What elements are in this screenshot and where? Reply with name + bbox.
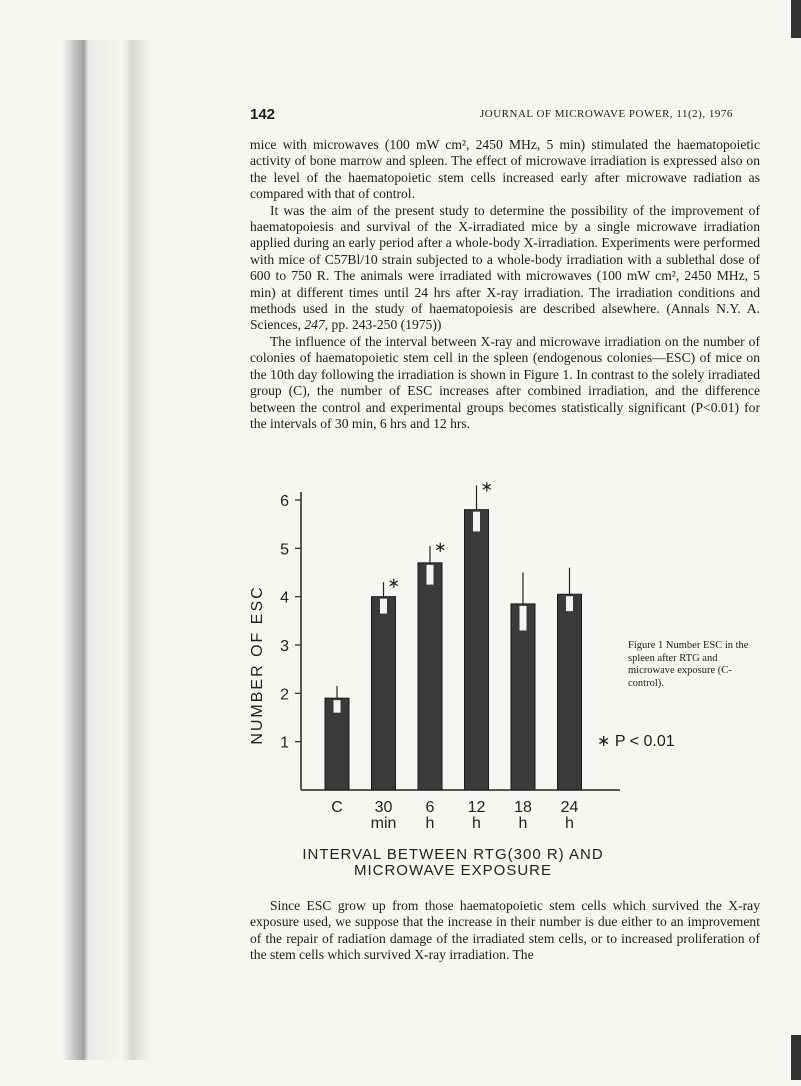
x-tick-label-2: 6 xyxy=(425,799,435,816)
error-box-2 xyxy=(427,565,434,585)
page-edge-mark xyxy=(791,0,801,38)
x-tick-unit-3: h xyxy=(472,815,481,832)
y-tick-label: 6 xyxy=(280,493,289,510)
error-box-1 xyxy=(380,599,387,614)
bar-1 xyxy=(372,597,396,790)
bar-4 xyxy=(511,604,535,790)
paragraph-2 xyxy=(250,203,760,334)
x-tick-unit-1: min xyxy=(370,815,397,832)
body-text-lower xyxy=(250,898,760,964)
error-box-3 xyxy=(473,512,480,532)
page-edge-mark xyxy=(791,1035,801,1080)
x-tick-label-3: 12 xyxy=(467,799,486,816)
page-gutter-shadow xyxy=(62,40,152,1060)
y-axis-label: NUMBER OF ESC xyxy=(249,585,266,745)
x-axis-label-line2: MICROWAVE EXPOSURE xyxy=(353,862,553,879)
paragraph-3: The influence of the interval between X-ray and microwave irradiation on the number of colonies of haematopoietic stem cell in the spleen (endogenous colonies—ESC) of mice on the 10th day following the irradiation is shown in Figure 1. In contrast to the solely irradiated group (C), the number of ESC increases after combined irradiation, and the difference between the control and experimental groups becomes statistically significant (P<0.01) for the intervals of 30 min, 6 hrs and 12 hrs. xyxy=(250,333,760,431)
body-text-upper xyxy=(250,137,760,432)
figure-caption: Figure 1 Number ESC in the spleen after RTG and microwave exposure (C-control). xyxy=(628,640,749,689)
paragraph-2-text: It was the aim of the present study to determine the possibility of the improvement of haematopoiesis and survival of the X-irradiated mice by a single microwave irradiation applied during an early period after a whole-body X-irradiation. Experiments were performed with mice of C57Bl/10 strain subjected to a whole-body irradiation with a sublethal dose of 600 to 750 R. The animals were irradiated with microwaves (100 mW cm², 2450 MHz, 5 min) at different times until 24 hrs after X-ray irradiation. The irradiation conditions and methods used in the study of haematopoiesis are described alsewhere. (Annals N.Y. A. Sciences, xyxy=(250,202,760,333)
x-tick-label-1: 30 xyxy=(374,799,393,816)
x-tick-label-4: 18 xyxy=(514,799,532,816)
y-tick-label: 1 xyxy=(280,734,289,752)
x-tick-unit-2: h xyxy=(425,815,435,832)
y-tick-label: 5 xyxy=(280,541,289,559)
error-box-4 xyxy=(520,606,527,631)
significance-star-2: ∗ xyxy=(434,538,447,556)
significance-note: ∗ P < 0.01 xyxy=(597,733,675,750)
paragraph-4: Since ESC grow up from those haematopoietic stem cells which survived the X-ray exposure used, we suppose that the increase in their number is due either to an improvement of the repair of radiation damage of the irradiated stem cells, or to increased proliferation of the stem cells which survived X-ray irradiation. The xyxy=(250,898,760,963)
y-ticks xyxy=(280,493,301,752)
paragraph-1: mice with microwaves (100 mW cm², 2450 MHz, 5 min) stimulated the haematopoietic activity of bone marrow and spleen. The effect of microwave irradiation is expressed also on the level of the haematopoietic stem cells increased early after microwave radiation as compared with that of control. xyxy=(250,137,760,202)
bar-2 xyxy=(418,563,442,790)
x-ticks xyxy=(331,799,578,832)
figure-1-bar-chart xyxy=(240,470,620,910)
bar-5 xyxy=(558,594,582,790)
paragraph-2-tail: , pp. 243-250 (1975)) xyxy=(324,317,442,333)
significance-star-1: ∗ xyxy=(387,575,401,593)
x-tick-unit-4: h xyxy=(518,815,528,832)
x-tick-label-0: C xyxy=(331,799,343,816)
x-axis-label-line1: INTERVAL BETWEEN RTG(300 R) AND xyxy=(302,846,604,863)
x-tick-label-5: 24 xyxy=(560,799,579,816)
bars xyxy=(325,479,582,791)
x-tick-unit-5: h xyxy=(565,815,574,832)
significance-star-3: ∗ xyxy=(480,478,494,496)
bar-3 xyxy=(465,510,489,790)
error-box-0 xyxy=(334,700,341,713)
volume-number: 247 xyxy=(304,317,325,333)
page-number: 142 xyxy=(250,106,276,123)
y-tick-label: 4 xyxy=(280,589,289,607)
y-tick-label: 2 xyxy=(280,686,289,704)
y-tick-label: 3 xyxy=(280,638,289,655)
error-box-5 xyxy=(566,596,573,611)
running-head: JOURNAL OF MICROWAVE POWER, 11(2), 1976 xyxy=(480,108,733,120)
